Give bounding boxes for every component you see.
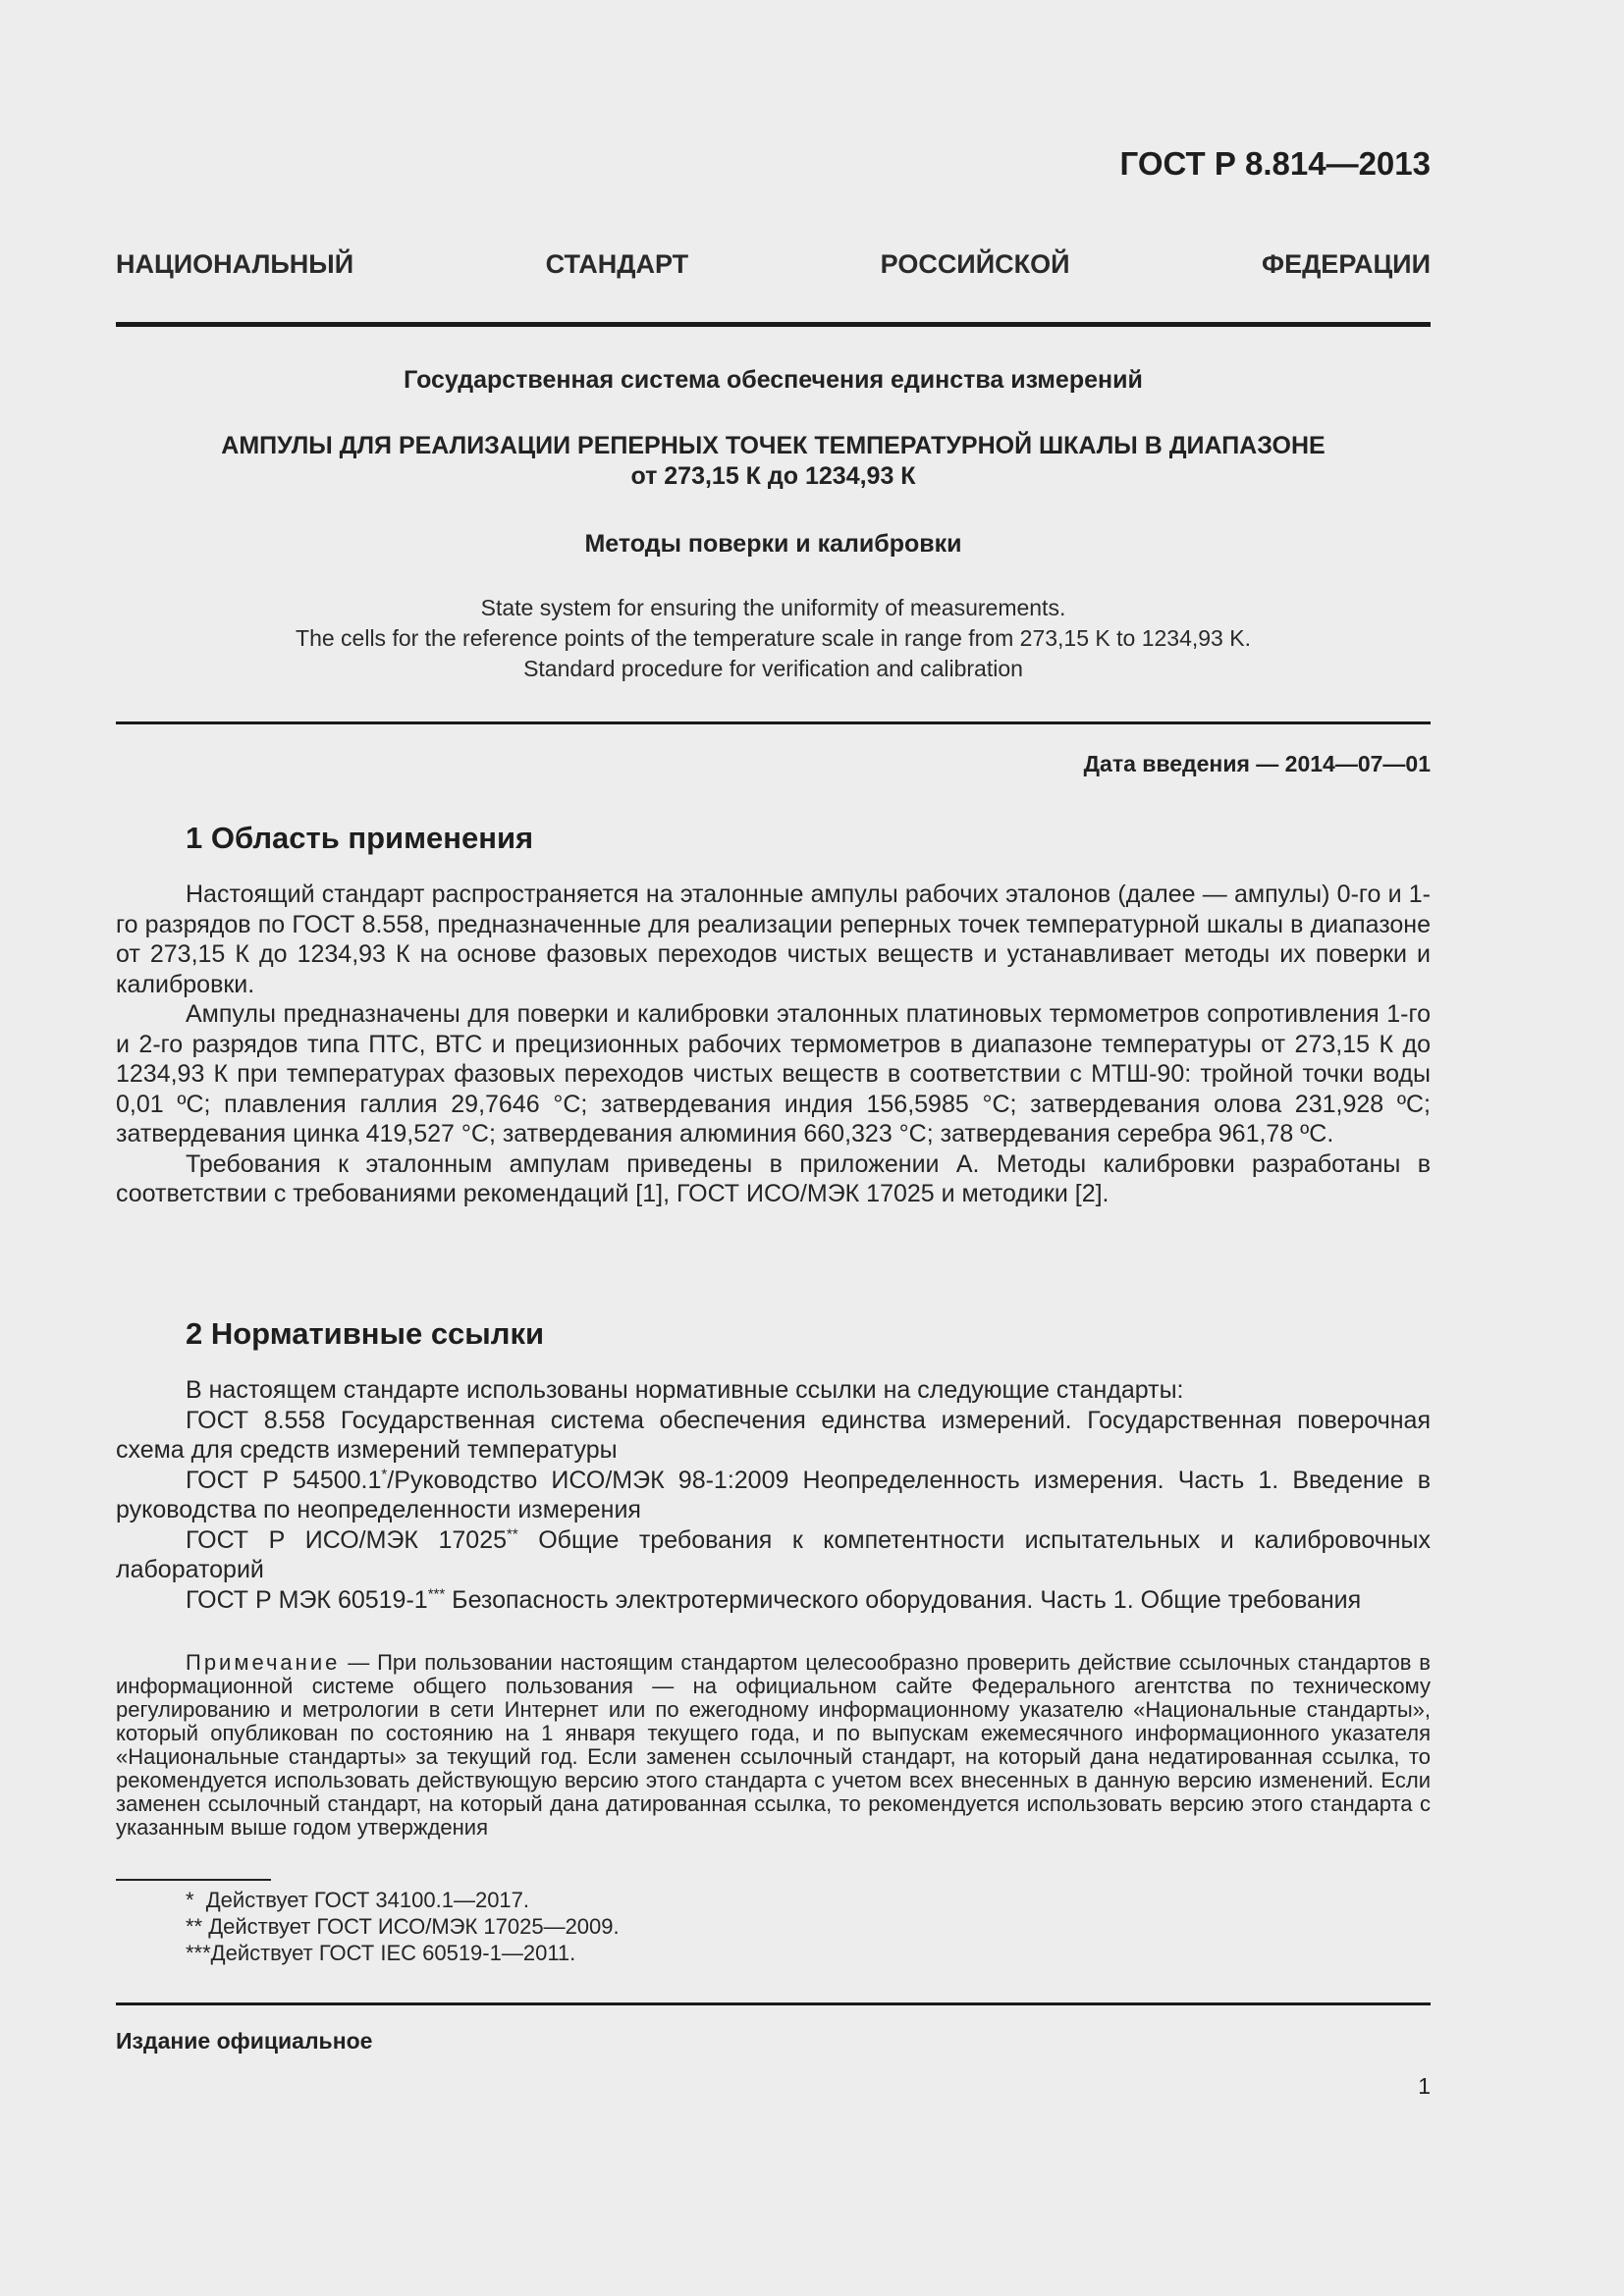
- title-rule: [116, 721, 1431, 724]
- reference-3-code: ГОСТ Р ИСО/МЭК 17025: [186, 1525, 508, 1554]
- references-intro: В настоящем стандарте использованы нормативные ссылки на следующие стандарты:: [186, 1376, 1184, 1404]
- english-title-line3: Standard procedure for verification and calibration: [523, 656, 1023, 681]
- footer-rule: [116, 2002, 1431, 2005]
- note-text: — При пользовании настоящим стандартом целесообразно проверить действие ссылочных стандартов в информационной системе общего пользования — на официальном сайте Федерального агентства по техническому регулированию и метрологии в сети Интернет или по ежегодному информационному указателю «Национальные стандарты», который опубликован по состоянию на 1 января текущего года, и по выпускам ежемесячного информационного указателя «Национальные стандарты» за текущий год. Если заменен ссылочный стандарт, на который дана недатированная ссылка, то рекомендуется использовать действующую версию этого стандарта с учетом всех внесенных в данную версию изменений. Если заменен ссылочный стандарт, на который дана датированная ссылка, то рекомендуется использовать версию этого стандарта с указанным выше годом утверждения: [116, 1650, 1431, 1840]
- section-1-body: [116, 880, 1431, 1209]
- page-number: 1: [1418, 2073, 1431, 2099]
- reference-4-mark: ***: [427, 1585, 446, 1603]
- document-page: [116, 0, 1431, 2296]
- reference-3-text: Общие требования к компетентности испытательных и калибровочных лабораторий: [116, 1525, 1431, 1583]
- footnote-1: * Действует ГОСТ 34100.1—2017.: [186, 1888, 530, 1912]
- main-title-line1: АМПУЛЫ ДЛЯ РЕАЛИЗАЦИИ РЕПЕРНЫХ ТОЧЕК ТЕМПЕРАТУРНОЙ ШКАЛЫ В ДИАПАЗОНЕ: [221, 432, 1326, 459]
- reference-4-code: ГОСТ Р МЭК 60519-1: [186, 1585, 428, 1614]
- system-title: Государственная система обеспечения единства измерений: [404, 366, 1143, 394]
- section-1-paragraph-1: Настоящий стандарт распространяется на эталонные ампулы рабочих эталонов (далее — ампулы) 0-го и 1-го разрядов по ГОСТ 8.558, предназначенные для реализации реперных точек температурной шкалы в диапазоне от 273,15 К до 1234,93 К на основе фазовых переходов чистых веществ и устанавливает методы их поверки и калибровки.: [116, 881, 1431, 998]
- footnotes: [186, 1887, 620, 1966]
- edition-label: Издание официальное: [116, 2028, 373, 2054]
- section-1-paragraph-3: Требования к эталонным ампулам приведены в приложении А. Методы калибровки разработаны в соответствии с требованиями рекомендаций [1], ГОСТ ИСО/МЭК 17025 и методики [2].: [116, 1149, 1431, 1207]
- reference-1: ГОСТ 8.558 Государственная система обеспечения единства измерений. Государственная поверочная схема для средств измерений температуры: [116, 1406, 1431, 1464]
- reference-3-mark: **: [507, 1525, 518, 1543]
- national-standard-banner: НАЦИОНАЛЬНЫЙ СТАНДАРТ РОССИЙСКОЙ ФЕДЕРАЦИИ: [116, 249, 1431, 279]
- reference-3: [116, 1525, 1431, 1585]
- english-title: [116, 593, 1431, 684]
- note: [116, 1651, 1431, 1840]
- section-2-heading: 2 Нормативные ссылки: [186, 1316, 545, 1351]
- main-title: [116, 431, 1431, 492]
- english-title-line2: The cells for the reference points of the temperature scale in range from 273,15 K to 1234,93 K.: [296, 625, 1251, 651]
- reference-2-text: /Руководство ИСО/МЭК 98-1:2009 Неопределенность измерения. Часть 1. Введение в руководства по неопределенности измерения: [116, 1466, 1431, 1523]
- main-title-line2: от 273,15 К до 1234,93 К: [630, 462, 916, 490]
- footnote-2: ** Действует ГОСТ ИСО/МЭК 17025—2009.: [186, 1914, 620, 1939]
- reference-2-mark: *: [381, 1466, 388, 1483]
- footnote-rule: [116, 1879, 271, 1881]
- reference-2-code: ГОСТ Р 54500.1: [186, 1466, 382, 1494]
- reference-4-text: Безопасность электротермического оборудования. Часть 1. Общие требования: [445, 1585, 1362, 1614]
- methods-title: Методы поверки и калибровки: [584, 530, 962, 558]
- footnote-3: ***Действует ГОСТ IEC 60519-1—2011.: [186, 1941, 576, 1965]
- gost-number: ГОСТ Р 8.814—2013: [1119, 145, 1431, 182]
- section-1-heading: 1 Область применения: [186, 821, 534, 855]
- note-paragraph: [116, 1651, 1431, 1840]
- english-title-line1: State system for ensuring the uniformity of measurements.: [480, 595, 1066, 620]
- reference-2: [116, 1466, 1431, 1525]
- section-2-body: [116, 1375, 1431, 1615]
- note-label: Примечание: [186, 1650, 341, 1675]
- section-1-paragraph-2: Ампулы предназначены для поверки и калибровки эталонных платиновых термометров сопротивления 1-го и 2-го разрядов типа ПТС, ВТС и прецизионных рабочих термометров в диапазоне температуры от 273,15 К до 1234,93 К при температурах фазовых переходов чистых веществ в соответствии с МТШ-90: тройной точки воды 0,01 ºС; плавления галлия 29,7646 °С; затвердевания индия 156,5985 °С; затвердевания олова 231,928 ºС; затвердевания цинка 419,527 °С; затвердевания алюминия 660,323 °С; затвердевания серебра 961,78 ºС.: [116, 1000, 1431, 1148]
- reference-4: [116, 1585, 1431, 1616]
- header-rule: [116, 322, 1431, 327]
- intro-date: Дата введения — 2014—07—01: [1083, 751, 1431, 776]
